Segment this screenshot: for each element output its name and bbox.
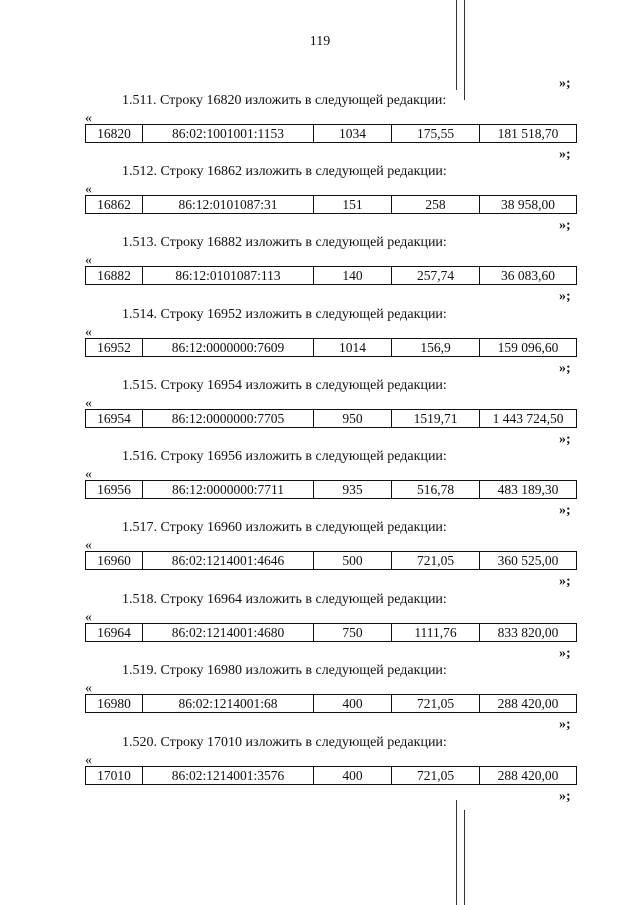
cell-value: 360 525,00 — [480, 552, 577, 570]
scan-line-bottom-right — [464, 810, 465, 905]
cell-row-number: 16980 — [86, 695, 143, 713]
item-heading: 1.511. Строку 16820 изложить в следующей редакции: — [122, 93, 447, 108]
cell-area: 935 — [314, 481, 392, 499]
cell-rate: 1111,76 — [392, 624, 480, 642]
cell-row-number: 16882 — [86, 267, 143, 285]
page-number: 119 — [309, 34, 331, 49]
open-quote: « — [85, 111, 92, 126]
cell-row-number: 16954 — [86, 410, 143, 428]
cell-row-number: 16960 — [86, 552, 143, 570]
item-heading: 1.520. Строку 17010 изложить в следующей редакции: — [122, 735, 447, 750]
cell-rate: 257,74 — [392, 267, 480, 285]
close-quote: »; — [559, 789, 571, 804]
cell-row-number: 16956 — [86, 481, 143, 499]
item-heading: 1.517. Строку 16960 изложить в следующей редакции: — [122, 520, 447, 535]
cell-cadastral-number: 86:12:0000000:7609 — [143, 339, 314, 357]
close-quote: »; — [559, 432, 571, 447]
cell-cadastral-number: 86:02:1214001:4646 — [143, 552, 314, 570]
cell-value: 833 820,00 — [480, 624, 577, 642]
cell-row-number: 16820 — [86, 125, 143, 143]
table-row — [85, 124, 577, 143]
cell-rate: 175,55 — [392, 125, 480, 143]
cell-value: 181 518,70 — [480, 125, 577, 143]
cell-value: 1 443 724,50 — [480, 410, 577, 428]
cell-value: 288 420,00 — [480, 767, 577, 785]
item-heading: 1.518. Строку 16964 изложить в следующей редакции: — [122, 592, 447, 607]
item-heading: 1.515. Строку 16954 изложить в следующей редакции: — [122, 378, 447, 393]
cell-area: 1034 — [314, 125, 392, 143]
cell-area: 400 — [314, 767, 392, 785]
cell-row-number: 17010 — [86, 767, 143, 785]
open-quote: « — [85, 396, 92, 411]
cell-area: 500 — [314, 552, 392, 570]
cell-rate: 1519,71 — [392, 410, 480, 428]
scan-line-left — [456, 0, 457, 90]
close-quote: »; — [559, 147, 571, 162]
open-quote: « — [85, 182, 92, 197]
cell-area: 750 — [314, 624, 392, 642]
cell-rate: 721,05 — [392, 695, 480, 713]
cell-cadastral-number: 86:12:0000000:7711 — [143, 481, 314, 499]
close-quote: »; — [559, 289, 571, 304]
item-heading: 1.513. Строку 16882 изложить в следующей редакции: — [122, 235, 447, 250]
open-quote: « — [85, 681, 92, 696]
cell-area: 140 — [314, 267, 392, 285]
table-row — [85, 266, 577, 285]
table-row — [85, 480, 577, 499]
table-row — [85, 195, 577, 214]
cell-rate: 516,78 — [392, 481, 480, 499]
cell-cadastral-number: 86:12:0000000:7705 — [143, 410, 314, 428]
cell-rate: 721,05 — [392, 767, 480, 785]
cell-value: 38 958,00 — [480, 196, 577, 214]
cell-cadastral-number: 86:02:1001001:1153 — [143, 125, 314, 143]
cell-rate: 156,9 — [392, 339, 480, 357]
close-quote: »; — [559, 646, 571, 661]
close-quote: »; — [559, 717, 571, 732]
top-close-quote: »; — [559, 76, 571, 91]
cell-cadastral-number: 86:12:0101087:113 — [143, 267, 314, 285]
close-quote: »; — [559, 361, 571, 376]
cell-value: 483 189,30 — [480, 481, 577, 499]
cell-row-number: 16952 — [86, 339, 143, 357]
table-row — [85, 551, 577, 570]
scan-line-bottom-left — [456, 800, 457, 905]
cell-rate: 721,05 — [392, 552, 480, 570]
cell-cadastral-number: 86:12:0101087:31 — [143, 196, 314, 214]
table-row — [85, 623, 577, 642]
open-quote: « — [85, 538, 92, 553]
cell-area: 151 — [314, 196, 392, 214]
close-quote: »; — [559, 503, 571, 518]
item-heading: 1.516. Строку 16956 изложить в следующей редакции: — [122, 449, 447, 464]
item-heading: 1.519. Строку 16980 изложить в следующей редакции: — [122, 663, 447, 678]
cell-area: 400 — [314, 695, 392, 713]
cell-value: 288 420,00 — [480, 695, 577, 713]
cell-rate: 258 — [392, 196, 480, 214]
table-row — [85, 338, 577, 357]
cell-area: 1014 — [314, 339, 392, 357]
cell-cadastral-number: 86:02:1214001:68 — [143, 695, 314, 713]
close-quote: »; — [559, 218, 571, 233]
open-quote: « — [85, 610, 92, 625]
item-heading: 1.512. Строку 16862 изложить в следующей редакции: — [122, 164, 447, 179]
cell-row-number: 16862 — [86, 196, 143, 214]
scan-line-right — [464, 0, 465, 100]
open-quote: « — [85, 253, 92, 268]
table-row — [85, 409, 577, 428]
cell-value: 159 096,60 — [480, 339, 577, 357]
open-quote: « — [85, 753, 92, 768]
cell-area: 950 — [314, 410, 392, 428]
table-row — [85, 766, 577, 785]
table-row — [85, 694, 577, 713]
item-heading: 1.514. Строку 16952 изложить в следующей редакции: — [122, 307, 447, 322]
open-quote: « — [85, 325, 92, 340]
open-quote: « — [85, 467, 92, 482]
cell-cadastral-number: 86:02:1214001:3576 — [143, 767, 314, 785]
close-quote: »; — [559, 574, 571, 589]
cell-value: 36 083,60 — [480, 267, 577, 285]
cell-cadastral-number: 86:02:1214001:4680 — [143, 624, 314, 642]
cell-row-number: 16964 — [86, 624, 143, 642]
